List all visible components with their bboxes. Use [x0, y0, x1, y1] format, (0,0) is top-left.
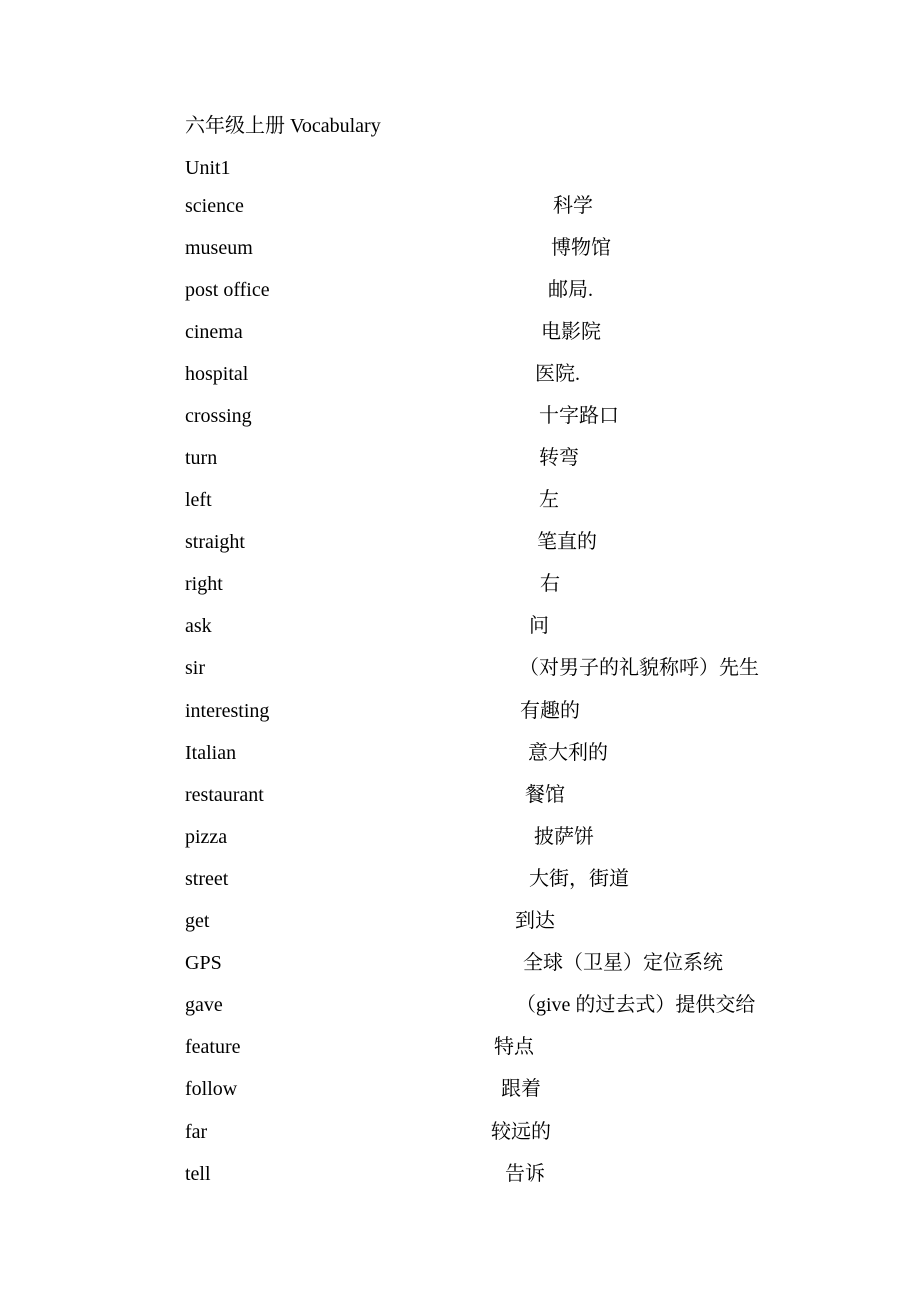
chinese-meaning: （对男子的礼貌称呼）先生: [519, 657, 759, 679]
chinese-meaning: 餐馆: [525, 784, 565, 806]
list-item: [0, 739, 920, 769]
chinese-meaning: 左: [539, 489, 559, 511]
english-word: far: [185, 1121, 208, 1143]
list-item: [0, 444, 920, 474]
chinese-meaning: 意大利的: [528, 742, 608, 764]
chinese-meaning: 科学: [553, 195, 593, 217]
english-word: feature: [185, 1036, 241, 1058]
list-item: [0, 234, 920, 264]
english-word: ask: [185, 615, 212, 637]
chinese-meaning: 跟着: [501, 1078, 541, 1100]
list-item: [0, 991, 920, 1021]
list-item: [0, 654, 920, 684]
english-word: right: [185, 573, 223, 595]
list-item: [0, 402, 920, 432]
english-word: crossing: [185, 405, 252, 427]
list-item: [0, 612, 920, 642]
list-item: [0, 360, 920, 390]
list-item: [0, 781, 920, 811]
english-word: street: [185, 868, 229, 890]
list-item: [0, 823, 920, 853]
chinese-meaning: 笔直的: [537, 531, 597, 553]
english-word: interesting: [185, 700, 270, 722]
english-word: Italian: [185, 742, 237, 764]
english-word: left: [185, 489, 212, 511]
english-word: museum: [185, 237, 253, 259]
list-item: [0, 318, 920, 348]
english-word: tell: [185, 1163, 211, 1185]
english-word: straight: [185, 531, 245, 553]
list-item: [0, 192, 920, 222]
english-word: gave: [185, 994, 223, 1016]
english-word: pizza: [185, 826, 228, 848]
english-word: turn: [185, 447, 218, 469]
list-item: [0, 1075, 920, 1105]
chinese-meaning: 告诉: [505, 1163, 545, 1185]
english-word: GPS: [185, 952, 222, 974]
chinese-meaning: 全球（卫星）定位系统: [523, 952, 723, 974]
chinese-meaning: 十字路口: [539, 405, 619, 427]
chinese-meaning: （give 的过去式）提供交给: [516, 994, 756, 1016]
list-item: [0, 1033, 920, 1063]
chinese-meaning: 大街，街道: [529, 868, 629, 890]
chinese-meaning: 邮局.: [548, 279, 593, 301]
list-item: [0, 276, 920, 306]
list-item: [0, 697, 920, 727]
chinese-meaning: 医院.: [535, 363, 580, 385]
list-item: [0, 1118, 920, 1148]
list-item: [0, 907, 920, 937]
document-title: 六年级上册 Vocabulary: [185, 115, 381, 137]
english-word: post office: [185, 279, 270, 301]
chinese-meaning: 较远的: [491, 1121, 551, 1143]
english-word: science: [185, 195, 244, 217]
chinese-meaning: 有趣的: [520, 700, 580, 722]
chinese-meaning: 披萨饼: [534, 826, 594, 848]
list-item: [0, 949, 920, 979]
english-word: hospital: [185, 363, 249, 385]
list-item: [0, 865, 920, 895]
chinese-meaning: 特点: [494, 1036, 534, 1058]
english-word: get: [185, 910, 210, 932]
list-item: [0, 1160, 920, 1190]
english-word: follow: [185, 1078, 238, 1100]
chinese-meaning: 博物馆: [551, 237, 611, 259]
unit-heading: Unit1: [185, 157, 231, 179]
chinese-meaning: 右: [540, 573, 560, 595]
list-item: [0, 486, 920, 516]
english-word: cinema: [185, 321, 243, 343]
list-item: [0, 570, 920, 600]
chinese-meaning: 问: [529, 615, 549, 637]
chinese-meaning: 到达: [515, 910, 555, 932]
english-word: sir: [185, 657, 205, 679]
english-word: restaurant: [185, 784, 264, 806]
chinese-meaning: 电影院: [541, 321, 601, 343]
chinese-meaning: 转弯: [539, 447, 579, 469]
list-item: [0, 528, 920, 558]
